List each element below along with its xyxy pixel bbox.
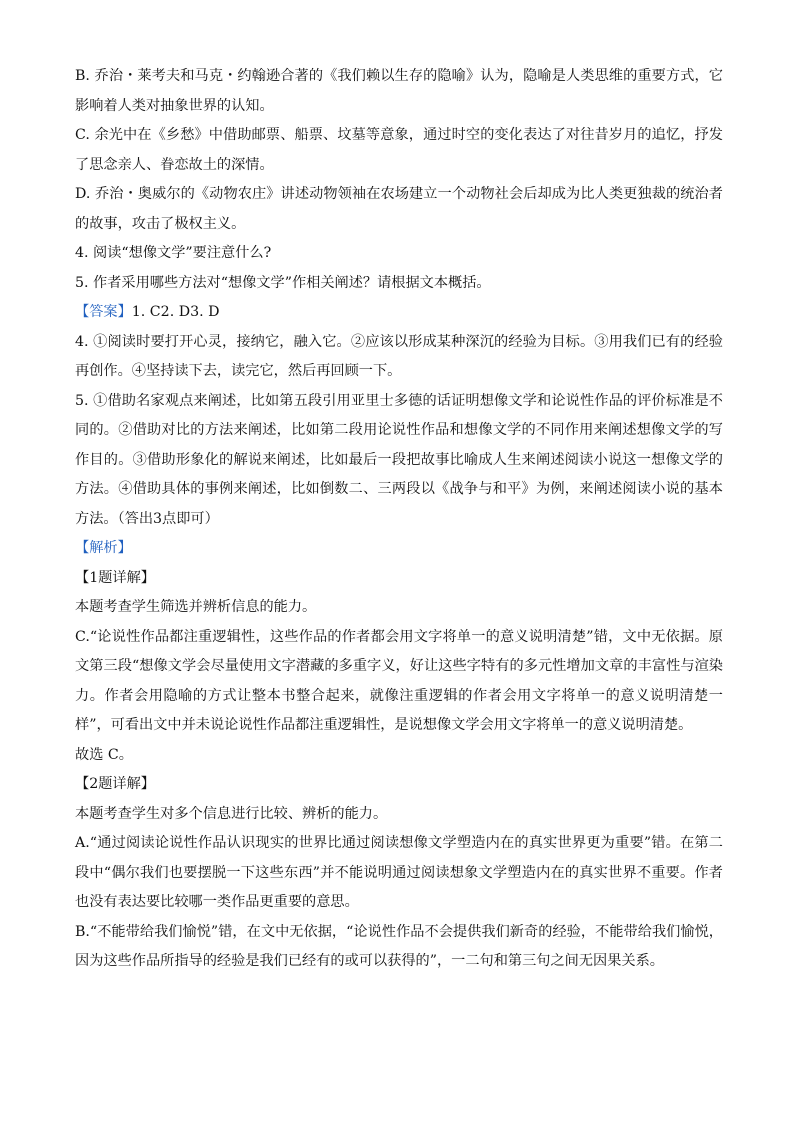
answer-tag: 【答案】: [75, 304, 132, 320]
option-d-question-3: D. 乔治・奥威尔的《动物农庄》讲述动物领袖在农场建立一个动物社会后却成为比人类更独裁的统治者的故事，攻击了极权主义。: [75, 186, 723, 232]
question-5: 5. 作者采用哪些方法对“想像文学”作相关阐述？请根据文本概括。: [75, 274, 491, 291]
question-4: 4. 阅读“想像文学”要注意什么?: [75, 245, 272, 261]
option-c-question-3: C. 余光中在《乡愁》中借助邮票、船票、坟墓等意象，通过时空的变化表达了对往昔岁月的追忆，抒发了思念亲人、眷恋故土的深情。: [75, 127, 723, 173]
answer-text: 1. C2. D3. D: [131, 304, 220, 320]
detail-1-choice: 故选 C。: [75, 746, 133, 763]
detail-1-intro: 本题考查学生筛选并辨析信息的能力。: [75, 599, 317, 615]
answer-5: 5. ①借助名家观点来阐述，比如第五段引用亚里士多德的话证明想像文学和论说性作品的评价标准是不同的。②借助对比的方法来阐述，比如第二段用论说性作品和想像文学的不同作用来阐述想像文学的写作目的。③借助形象化的解说来阐述，比如最后一段把故事比喻成人生来阐述阅读小说这一想像文学的方法。④借助具体的事例来阐述，比如倒数二、三两段以《战争与和平》为例，来阐述阅读小说的基本方法。（答出3点即可）: [75, 392, 723, 527]
answer-line: [75, 298, 723, 328]
detail-1-option-c: C.“论说性作品都注重逻辑性，这些作品的作者都会用文字将单一的意义说明清楚”错，文中无依据。原文第三段“想像文学会尽量使用文字潜藏的多重字义，好让这些字特有的多元性增加文章的丰富性与渲染力。作者会用隐喻的方式让整本书整合起来，就像注重逻辑的作者会用文字将单一的意义说明清楚一样”，可看出文中并未说论说性作品都注重逻辑性，是说想像文学会用文字将单一的意义说明清楚。: [75, 628, 723, 733]
detail-2-option-b: B.“不能带给我们愉悦”错，在文中无依据，“论说性作品不会提供我们新奇的经验，不能带给我们愉悦，因为这些作品所指导的经验是我们已经有的或可以获得的”，一二句和第三句之间无因果关系。: [75, 923, 723, 969]
analysis-heading: [75, 534, 723, 564]
answer-4: 4. ①阅读时要打开心灵，接纳它，融入它。②应该以形成某种深沉的经验为目标。③用我们已有的经验再创作。④坚持读下去，读完它，然后再回顾一下。: [75, 333, 723, 379]
document-page: [75, 62, 723, 977]
option-b-question-3: B. 乔治・莱考夫和马克・约翰逊合著的《我们赖以生存的隐喻》认为，隐喻是人类思维的重要方式，它影响着人类对抽象世界的认知。: [75, 68, 723, 114]
analysis-tag: 【解析】: [75, 540, 132, 556]
detail-2-option-a: A.“通过阅读论说性作品认识现实的世界比通过阅读想像文学塑造内在的真实世界更为重要”错。在第二段中“偶尔我们也要摆脱一下这些东西”并不能说明通过阅读想象文学塑造内在的真实世界不重要。作者也没有表达要比较哪一类作品更重要的意思。: [75, 835, 723, 910]
detail-2-intro: 本题考查学生对多个信息进行比较、辨析的能力。: [75, 805, 388, 822]
detail-2-heading: 【2题详解】: [75, 776, 155, 792]
detail-1-heading: 【1题详解】: [75, 569, 155, 586]
